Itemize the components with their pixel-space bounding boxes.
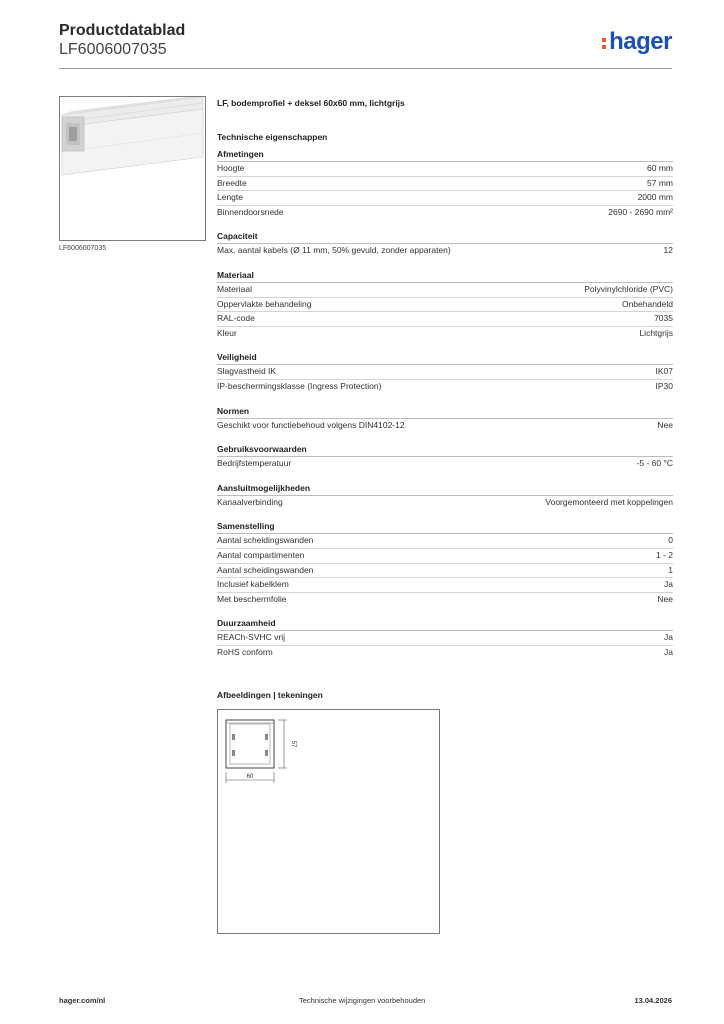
spec-value: IK07 bbox=[655, 366, 673, 377]
spec-label: Met beschermfolie bbox=[217, 593, 287, 604]
spec-row bbox=[217, 283, 673, 298]
section-title: Afmetingen bbox=[217, 147, 673, 162]
spec-row bbox=[217, 191, 673, 206]
spec-value: Polyvinylchloride (PVC) bbox=[584, 283, 673, 294]
spec-value: 1 - 2 bbox=[655, 549, 673, 560]
spec-row bbox=[217, 419, 673, 433]
section-title: Samenstelling bbox=[217, 519, 673, 534]
hager-logo[interactable] bbox=[602, 28, 672, 56]
section-title: Duurzaamheid bbox=[217, 616, 673, 631]
spec-label: Slagvastheid IK bbox=[217, 366, 277, 377]
spec-label: Aantal scheidingswanden bbox=[217, 535, 314, 546]
spec-content bbox=[217, 97, 673, 659]
spec-label: Breedte bbox=[217, 177, 247, 188]
spec-label: Inclusief kabelklem bbox=[217, 579, 289, 590]
photo-caption: LF6006007035 bbox=[59, 245, 107, 252]
spec-section bbox=[217, 519, 673, 606]
dim-height-label: 57 bbox=[290, 740, 296, 748]
technical-heading: Technische eigenschappen bbox=[217, 132, 328, 142]
section-gap bbox=[217, 509, 673, 519]
spec-row bbox=[217, 327, 673, 341]
logo-text: hager bbox=[609, 28, 672, 55]
section-gap bbox=[217, 340, 673, 350]
spec-value: Voorgemonteerd met koppelingen bbox=[545, 496, 673, 507]
spec-section bbox=[217, 616, 673, 659]
page-title: Productdatablad bbox=[59, 22, 186, 39]
section-title: Materiaal bbox=[217, 268, 673, 283]
spec-value: 7035 bbox=[654, 313, 673, 324]
drawings-title: Afbeeldingen | tekeningen bbox=[217, 690, 323, 700]
spec-value: Ja bbox=[664, 579, 673, 590]
section-gap bbox=[217, 432, 673, 442]
spec-value: Nee bbox=[657, 419, 673, 430]
spec-section bbox=[217, 404, 673, 433]
section-title: Aansluitmogelijkheden bbox=[217, 481, 673, 496]
spec-label: Aantal scheidingswanden bbox=[217, 564, 314, 575]
spec-section bbox=[217, 229, 673, 258]
product-photo bbox=[59, 96, 206, 241]
spec-value: Nee bbox=[657, 593, 673, 604]
page-header bbox=[59, 22, 185, 59]
section-title: Veiligheid bbox=[217, 350, 673, 365]
section-gap bbox=[217, 219, 673, 229]
spec-row bbox=[217, 312, 673, 327]
spec-value: 12 bbox=[663, 245, 673, 256]
spec-row bbox=[217, 380, 673, 394]
spec-sections bbox=[217, 147, 673, 659]
section-gap bbox=[217, 394, 673, 404]
section-title: Capaciteit bbox=[217, 229, 673, 244]
spec-section bbox=[217, 268, 673, 340]
spec-row bbox=[217, 496, 673, 510]
spec-label: Kanaalverbinding bbox=[217, 496, 283, 507]
spec-section bbox=[217, 442, 673, 471]
footer-disclaimer: Technische wijzigingen voorbehouden bbox=[299, 996, 426, 1005]
spec-label: RAL-code bbox=[217, 313, 255, 324]
spec-value: Ja bbox=[664, 646, 673, 657]
section-gap bbox=[217, 471, 673, 481]
product-code: LF6006007035 bbox=[59, 41, 167, 58]
spec-value: Onbehandeld bbox=[621, 298, 673, 309]
dim-width-label: 60 bbox=[246, 774, 254, 780]
header-divider bbox=[59, 68, 672, 69]
spec-value: 0 bbox=[668, 535, 673, 546]
spec-row bbox=[217, 564, 673, 579]
spec-value: Lichtgrijs bbox=[639, 327, 673, 338]
spec-row bbox=[217, 177, 673, 192]
spec-row bbox=[217, 631, 673, 646]
spec-row bbox=[217, 244, 673, 258]
spec-value: IP30 bbox=[655, 380, 673, 391]
spec-label: Kleur bbox=[217, 327, 237, 338]
spec-value: Ja bbox=[664, 632, 673, 643]
spec-row bbox=[217, 298, 673, 313]
spec-label: Max. aantal kabels (Ø 11 mm, 50% gevuld, zonder apparaten) bbox=[217, 245, 451, 256]
logo-dots-icon bbox=[602, 35, 607, 49]
section-gap bbox=[217, 606, 673, 616]
spec-section bbox=[217, 350, 673, 393]
spec-value: 1 bbox=[668, 564, 673, 575]
spec-label: Binnendoorsnede bbox=[217, 206, 284, 217]
spec-row bbox=[217, 365, 673, 380]
spec-label: REACh-SVHC vrij bbox=[217, 632, 286, 643]
spec-row bbox=[217, 549, 673, 564]
spec-row bbox=[217, 578, 673, 593]
footer-website-link[interactable]: hager.com/nl bbox=[59, 996, 106, 1005]
footer-date: 13.04.2026 bbox=[634, 996, 672, 1005]
spec-section bbox=[217, 147, 673, 219]
spec-row bbox=[217, 593, 673, 607]
spec-label: Materiaal bbox=[217, 283, 252, 294]
spec-row bbox=[217, 457, 673, 471]
cross-section-drawing bbox=[218, 710, 439, 933]
spec-label: Geschikt voor functiebehoud volgens DIN4102-12 bbox=[217, 419, 405, 430]
spec-value: 60 mm bbox=[647, 163, 673, 173]
spec-label: Hoogte bbox=[217, 163, 245, 173]
spec-label: Aantal compartimenten bbox=[217, 549, 305, 560]
technical-drawing bbox=[217, 709, 440, 934]
spec-value: 2690 - 2690 mm² bbox=[608, 206, 673, 217]
spec-label: Bedrijfstemperatuur bbox=[217, 458, 292, 469]
spec-label: IP-beschermingsklasse (Ingress Protection) bbox=[217, 380, 382, 391]
spec-value: 2000 mm bbox=[637, 192, 673, 203]
spec-row bbox=[217, 534, 673, 549]
section-gap bbox=[217, 258, 673, 268]
spec-row bbox=[217, 646, 673, 660]
spec-label: Lengte bbox=[217, 192, 243, 203]
spec-label: Oppervlakte behandeling bbox=[217, 298, 312, 309]
spec-value: -5 - 60 °C bbox=[636, 458, 673, 469]
section-title: Normen bbox=[217, 404, 673, 419]
spec-row bbox=[217, 206, 673, 220]
product-description: LF, bodemprofiel + deksel 60x60 mm, lichtgrijs bbox=[217, 98, 405, 108]
cable-duct-illustration bbox=[60, 97, 205, 240]
spec-section bbox=[217, 481, 673, 510]
spec-value: 57 mm bbox=[647, 177, 673, 188]
spec-row bbox=[217, 162, 673, 177]
spec-label: RoHS conform bbox=[217, 646, 273, 657]
section-title: Gebruiksvoorwaarden bbox=[217, 442, 673, 457]
